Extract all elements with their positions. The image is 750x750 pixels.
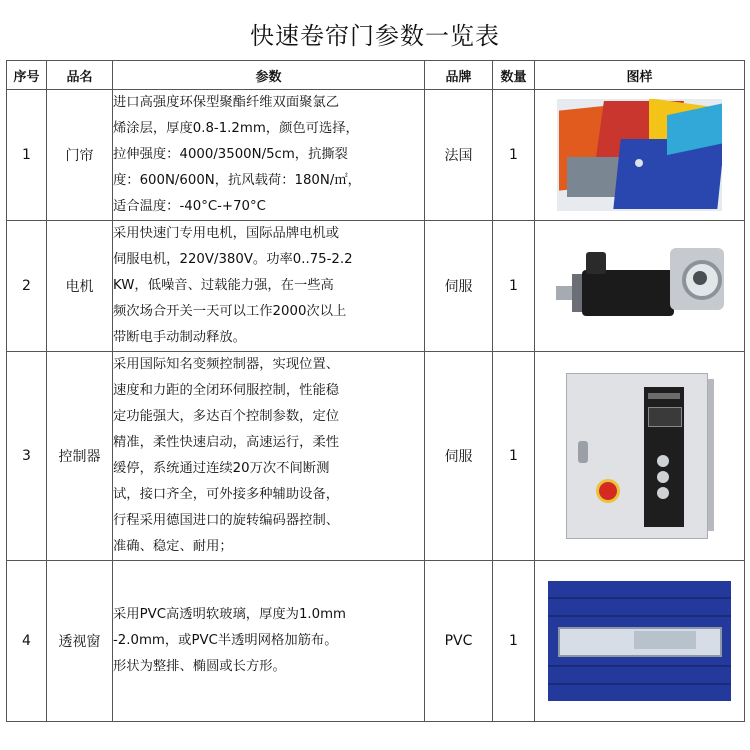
param-line: 定功能强大，多达百个控制参数，定位 [113,409,340,424]
param-line: 速度和力距的全闭环伺服控制，性能稳 [113,383,340,398]
param-line: 采用快速门专用电机，国际品牌电机或 [113,226,340,241]
param-line: 频次场合开关一天可以工作2000次以上 [113,304,347,319]
param-line: 缓停，系统通过连续20万次不间断测 [113,461,330,476]
header-param: 参数 [113,61,425,90]
param-line: 带断电手动制动释放。 [113,330,246,345]
page-title: 快速卷帘门参数一览表 [250,22,500,50]
param-line: 度：600N/600N，抗风载荷：180N/㎡， [113,173,361,188]
param-line: 精准，柔性快速启动，高速运行，柔性 [113,435,340,450]
row-image [535,90,745,221]
header-brand: 品牌 [425,61,493,90]
control-box-photo [562,371,717,541]
row-brand: 伺服 [425,221,493,352]
row-param [113,352,425,561]
row-brand: 法国 [425,90,493,221]
row-brand: 伺服 [425,352,493,561]
row-no: 1 [7,90,47,221]
param-line: 拉伸强度：4000/3500N/5cm，抗撕裂 [113,147,348,162]
table-row [7,221,745,352]
table-row [7,352,745,561]
param-line: 采用国际知名变频控制器，实现位置、 [113,357,340,372]
param-line: 烯涂层，厚度0.8-1.2mm，颜色可选择， [113,121,359,136]
param-line: 准确、稳定、耐用； [113,539,233,554]
row-qty: 1 [493,221,535,352]
row-no: 4 [7,561,47,722]
door-window-photo [548,581,731,701]
row-image [535,352,745,561]
header-name: 品名 [47,61,113,90]
param-line: 试，接口齐全，可外接多种辅助设备， [113,487,340,502]
param-line: 采用PVC高透明软玻璃，厚度为1.0mm [113,607,347,622]
row-no: 2 [7,221,47,352]
row-name: 门帘 [47,90,113,221]
header-image: 图样 [535,61,745,90]
row-image [535,221,745,352]
row-qty: 1 [493,352,535,561]
row-param [113,221,425,352]
row-qty: 1 [493,90,535,221]
header-row [7,61,745,90]
param-line: KW，低噪音、过载能力强，在一些高 [113,278,334,293]
fabric-swatches-photo [557,99,722,211]
param-line: 进口高强度环保型聚酯纤维双面聚氯乙 [113,95,340,110]
row-name: 电机 [47,221,113,352]
param-line: 行程采用德国进口的旋转编码器控制、 [113,513,340,528]
param-line: 适合温度：-40°C-+70°C [113,199,266,214]
servo-motor-photo [552,238,727,334]
param-line: 形状为整排、椭圆或长方形。 [113,659,286,674]
row-param [113,90,425,221]
row-no: 3 [7,352,47,561]
row-qty: 1 [493,561,535,722]
table-row [7,90,745,221]
table-row [7,561,745,722]
row-param [113,561,425,722]
param-line: -2.0mm，或PVC半透明网格加筋布。 [113,633,338,648]
row-name: 控制器 [47,352,113,561]
header-qty: 数量 [493,61,535,90]
header-no: 序号 [7,61,47,90]
row-image [535,561,745,722]
spec-table [6,60,745,722]
row-name: 透视窗 [47,561,113,722]
param-line: 伺服电机，220V/380V。功率0..75-2.2 [113,252,353,267]
row-brand: PVC [425,561,493,722]
